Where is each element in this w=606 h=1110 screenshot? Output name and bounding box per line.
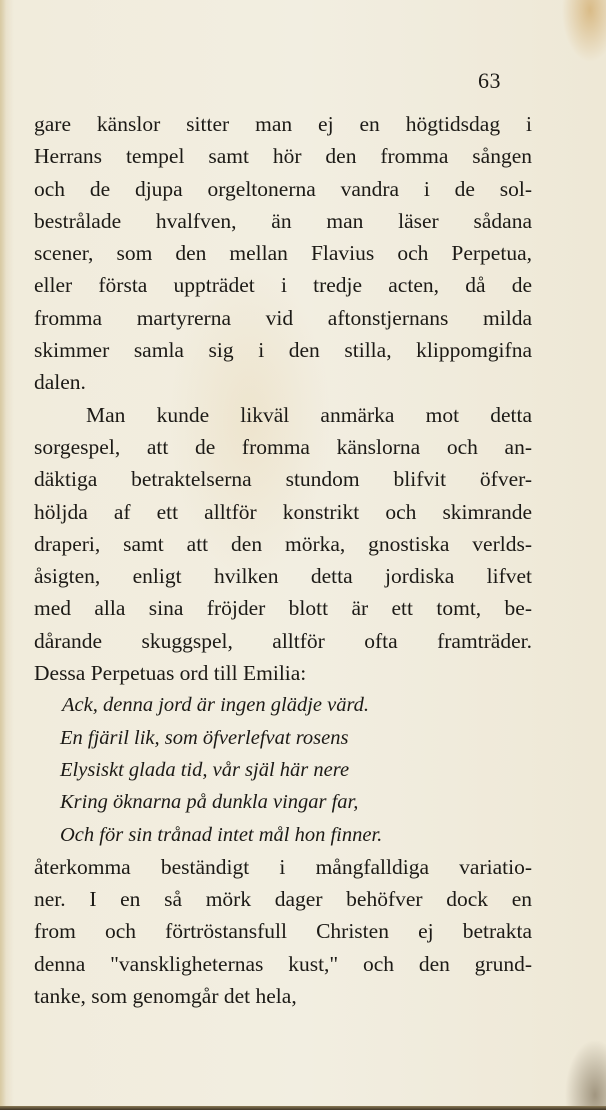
text-line: åsigten, enligt hvilken detta jordiska lifvet xyxy=(34,564,532,589)
text-line: däktiga betraktelserna stundom blifvit öfver- xyxy=(34,467,532,492)
verse-line: Och för sin trånad intet mål hon finner. xyxy=(60,823,383,846)
page-bottom-edge xyxy=(0,1106,606,1110)
text-line: gare känslor sitter man ej en högtidsdag i xyxy=(34,112,532,136)
text-line: och de djupa orgeltonerna vandra i de sol- xyxy=(34,176,532,201)
text-line: höljda af ett alltför konstrikt och skimrande xyxy=(34,499,532,524)
paragraph-1 xyxy=(34,108,532,399)
text-line: dalen. xyxy=(34,370,86,395)
text-line: from och förtröstansfull Christen ej betrakta xyxy=(34,919,532,944)
text-line: skimmer samla sig i den stilla, klippomgifna xyxy=(34,338,532,363)
text-line: fromma martyrerna vid aftonstjernans milda xyxy=(34,305,532,330)
text-line: Man kunde likväl anmärka mot detta xyxy=(86,402,532,427)
text-line: bestrålade hvalfven, än man läser sådana xyxy=(34,208,532,233)
text-line: Herrans tempel samt hör den fromma sången xyxy=(34,144,532,169)
verse-quotation xyxy=(34,689,532,850)
text-line: Dessa Perpetuas ord till Emilia: xyxy=(34,661,307,686)
body-text xyxy=(34,108,532,1012)
verse-line: Ack, denna jord är ingen glädje värd. xyxy=(62,694,370,717)
text-line: dårande skuggspel, alltför ofta framträder. xyxy=(34,628,532,653)
text-line: med alla sina fröjder blott är ett tomt, be- xyxy=(34,596,532,621)
text-line: denna "vanskligheternas kust," och den grund- xyxy=(34,951,532,976)
page-number: 63 xyxy=(478,68,501,93)
text-line: scener, som den mellan Flavius och Perpetua, xyxy=(34,241,532,266)
text-line: draperi, samt att den mörka, gnostiska verlds- xyxy=(34,531,532,556)
paragraph-2 xyxy=(34,399,532,690)
verse-line: En fjäril lik, som öfverlefvat rosens xyxy=(60,726,349,749)
verse-line: Elysiskt glada tid, vår själ här nere xyxy=(60,758,350,781)
text-line: återkomma beständigt i mångfalldiga variatio- xyxy=(34,854,532,879)
verse-line: Kring öknarna på dunkla vingar far, xyxy=(60,791,359,814)
text-line: eller första uppträdet i tredje acten, då de xyxy=(34,273,532,298)
paragraph-3 xyxy=(34,851,532,1012)
text-line: sorgespel, att de fromma känslorna och an- xyxy=(34,434,532,459)
text-line: ner. I en så mörk dager behöfver dock en xyxy=(34,887,532,912)
text-line: tanke, som genomgår det hela, xyxy=(34,984,297,1009)
